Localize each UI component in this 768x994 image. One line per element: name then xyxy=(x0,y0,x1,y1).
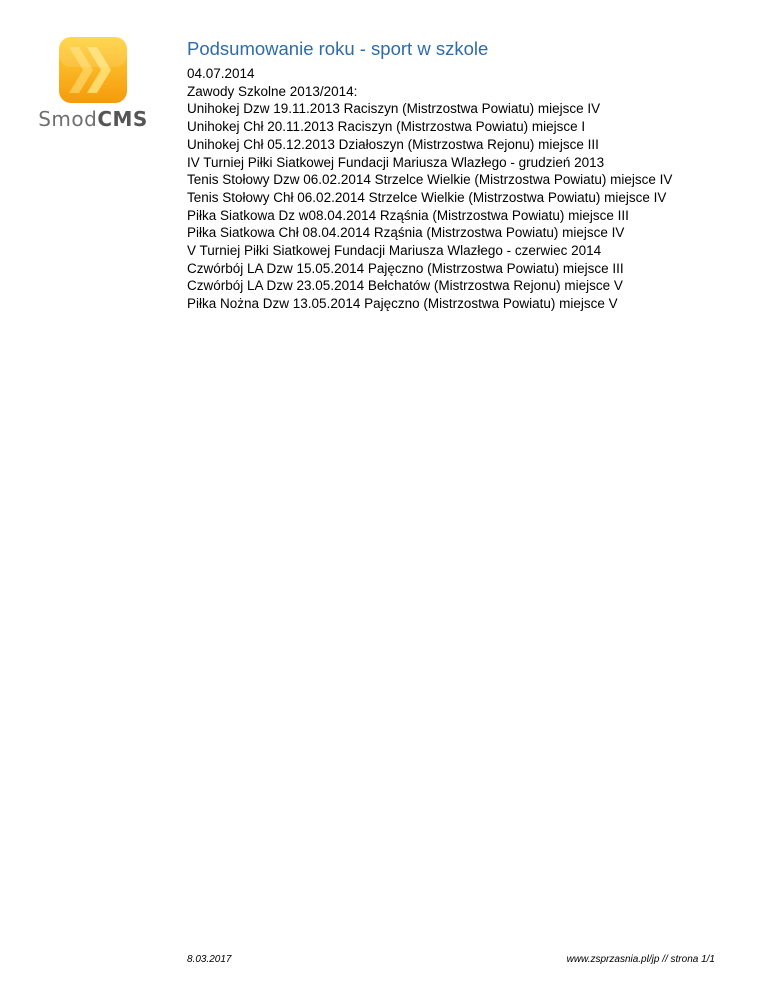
content-line: Tenis Stołowy Chł 06.02.2014 Strzelce Wielkie (Mistrzostwa Powiatu) miejsce IV xyxy=(187,189,667,205)
content-line: Unihokej Chł 20.11.2013 Raciszyn (Mistrzostwa Powiatu) miejsce I xyxy=(187,119,586,135)
content-line: Tenis Stołowy Dzw 06.02.2014 Strzelce Wielkie (Mistrzostwa Powiatu) miejsce IV xyxy=(187,172,673,188)
content-line: Piłka Siatkowa Dz w08.04.2014 Rząśnia (Mistrzostwa Powiatu) miejsce III xyxy=(187,207,629,223)
footer-page-info: www.zsprzasnia.pl/jp // strona 1/1 xyxy=(566,954,715,965)
content-line: Unihokej Dzw 19.11.2013 Raciszyn (Mistrzostwa Powiatu) miejsce IV xyxy=(187,101,601,117)
content-line: Piłka Siatkowa Chł 08.04.2014 Rząśnia (Mistrzostwa Powiatu) miejsce IV xyxy=(187,225,625,241)
content-line: Czwórbój LA Dzw 23.05.2014 Bełchatów (Mistrzostwa Rejonu) miejsce V xyxy=(187,278,623,294)
article-content xyxy=(187,65,747,313)
logo-text-smod: Smod xyxy=(38,107,98,131)
page-title: Podsumowanie roku - sport w szkole xyxy=(187,38,489,59)
content-line: Zawody Szkolne 2013/2014: xyxy=(187,83,358,99)
article-date: 04.07.2014 xyxy=(187,66,255,81)
content-line: V Turniej Piłki Siatkowej Fundacji Mariusza Wlazłego - czerwiec 2014 xyxy=(187,243,602,259)
content-line: IV Turniej Piłki Siatkowej Fundacji Mariusza Wlazłego - grudzień 2013 xyxy=(187,154,605,170)
smodcms-logo xyxy=(33,37,153,137)
footer-print-date: 8.03.2017 xyxy=(187,954,232,965)
content-line: Piłka Nożna Dzw 13.05.2014 Pajęczno (Mistrzostwa Powiatu) miejsce V xyxy=(187,296,618,312)
content-line: Unihokej Chł 05.12.2013 Działoszyn (Mistrzostwa Rejonu) miejsce III xyxy=(187,136,599,152)
logo-chevron-icon xyxy=(59,37,127,103)
content-line: Czwórbój LA Dzw 15.05.2014 Pajęczno (Mistrzostwa Powiatu) miejsce III xyxy=(187,260,624,276)
logo-wordmark xyxy=(33,107,153,131)
logo-text-cms: CMS xyxy=(97,107,148,131)
